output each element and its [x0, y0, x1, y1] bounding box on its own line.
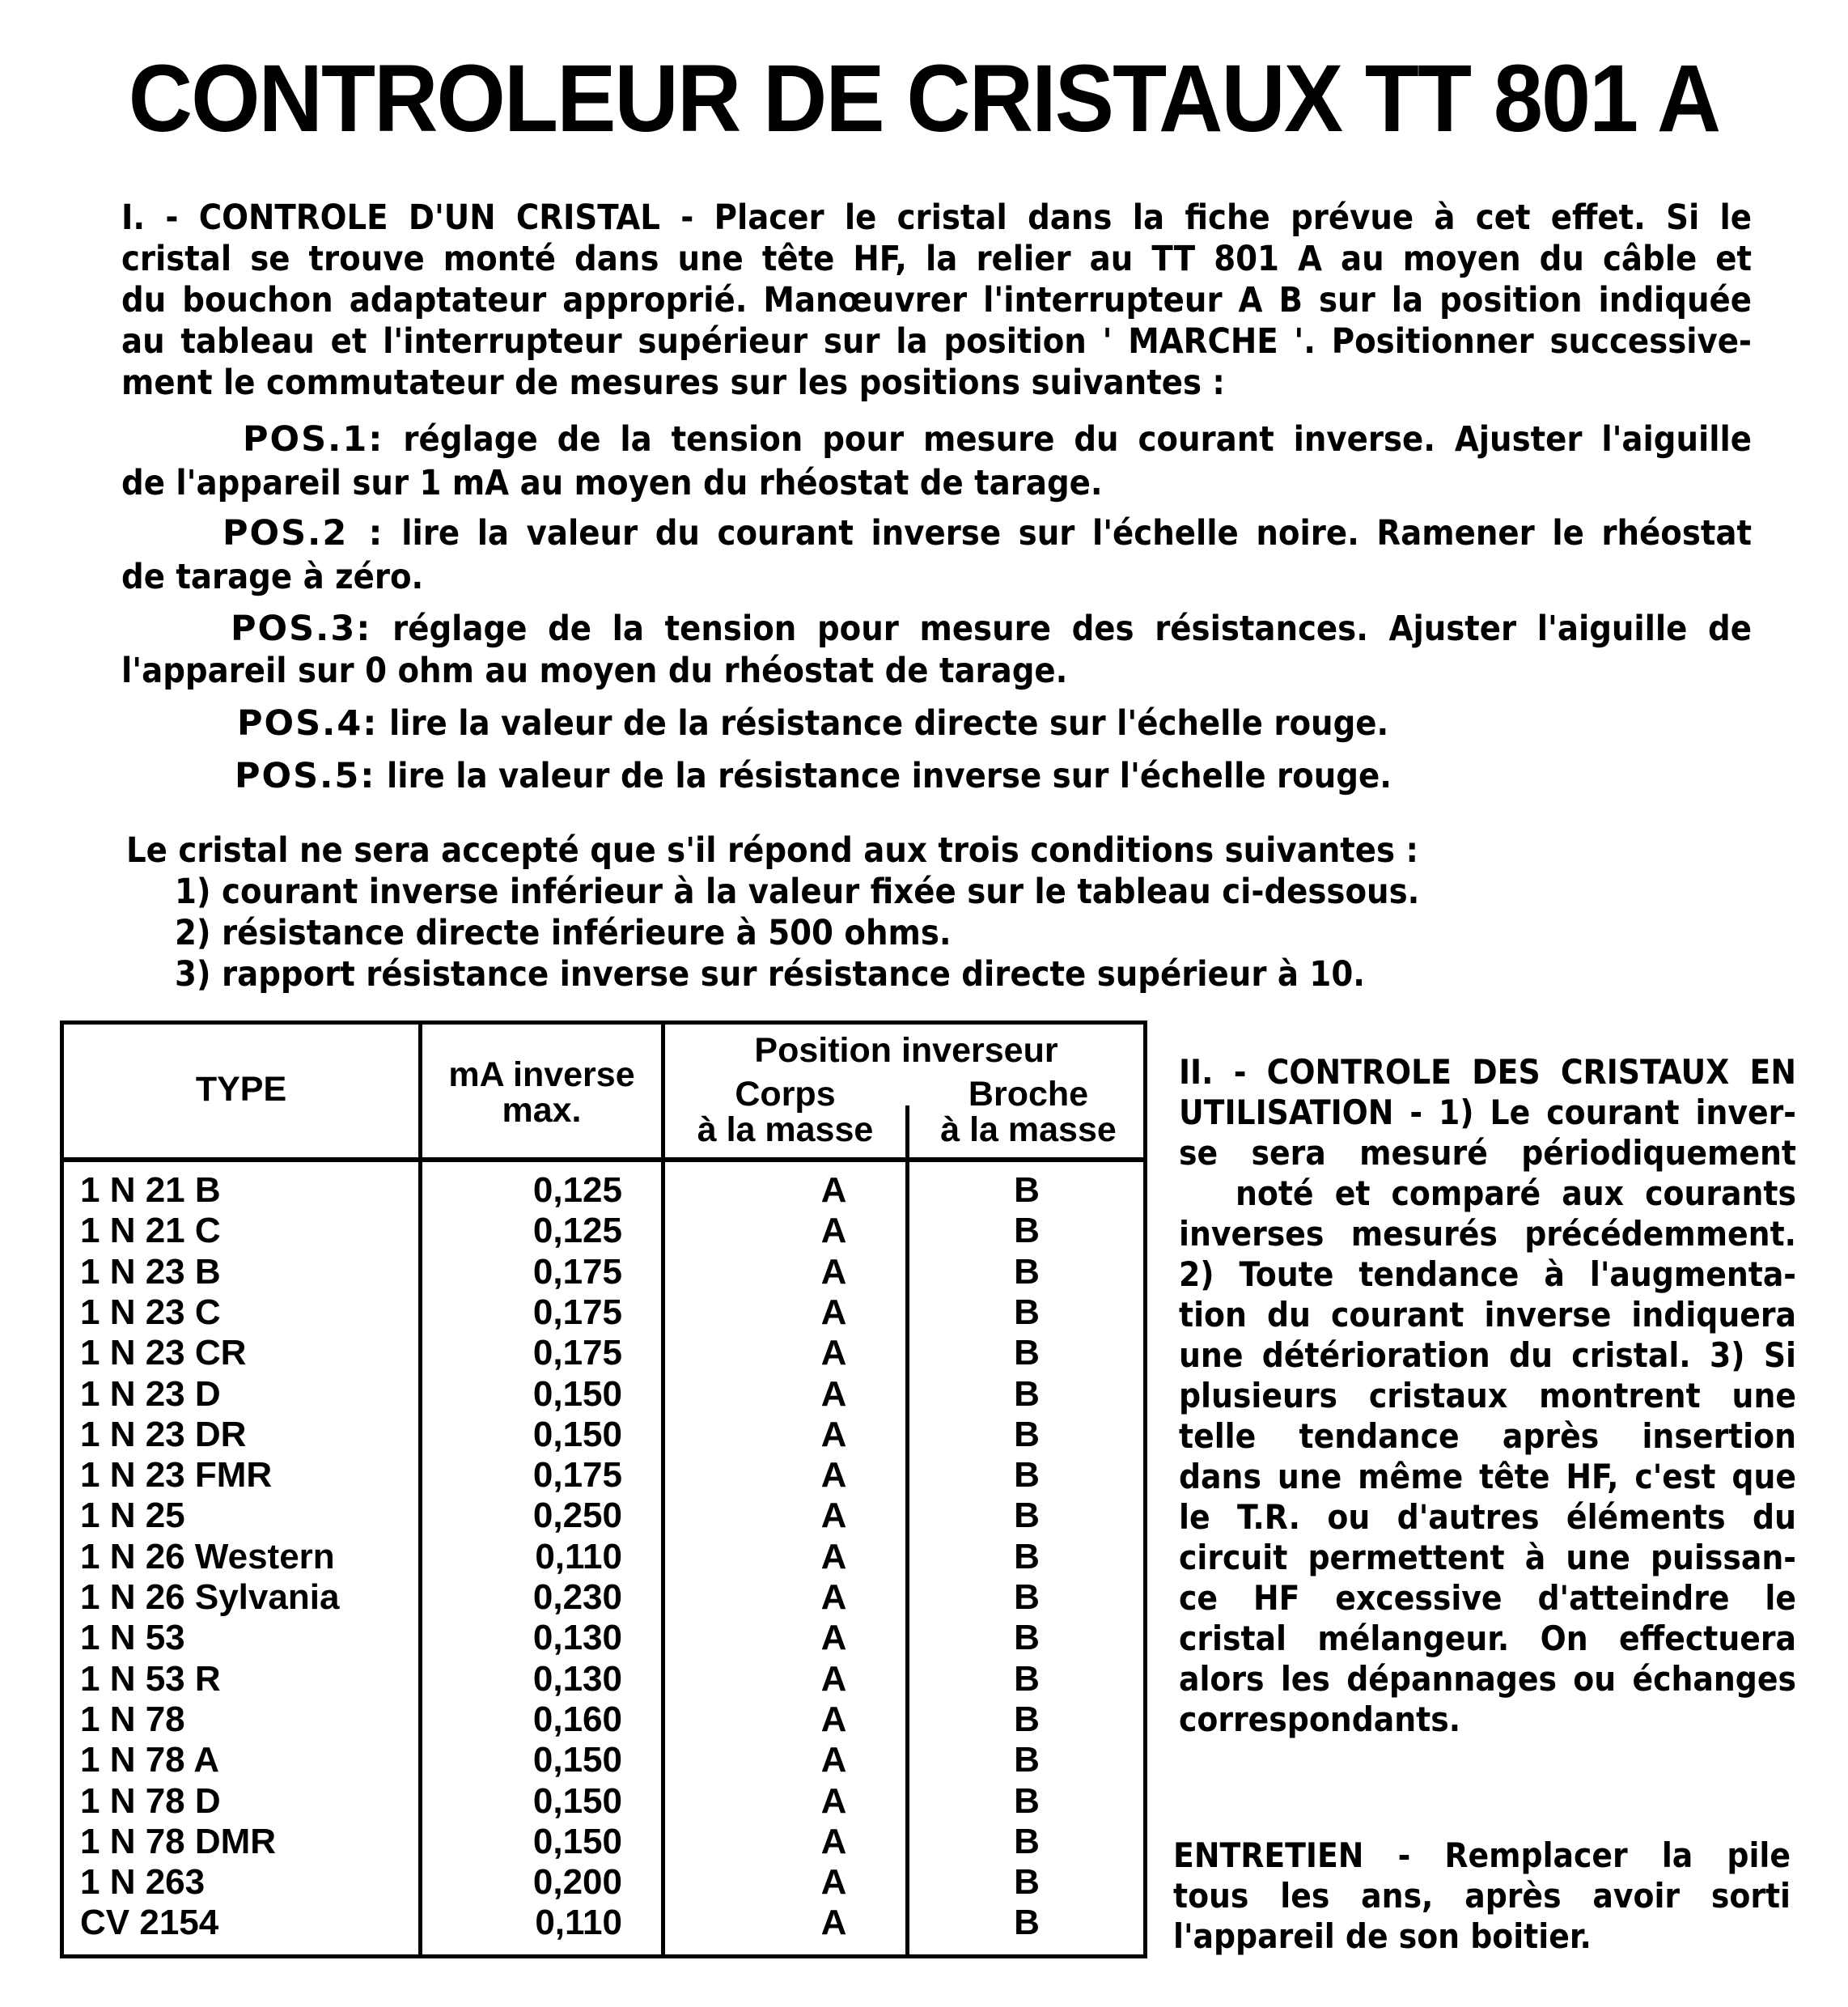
type-cell: 1 N 23 B	[80, 1251, 221, 1292]
corps-position-cell: A	[820, 1414, 847, 1454]
section-2-line: le T.R. ou d'autres éléments du	[1179, 1497, 1796, 1537]
header-divider	[64, 1157, 1143, 1162]
type-cell: 1 N 25	[80, 1496, 185, 1536]
ma-inverse-cell: 0,175	[532, 1251, 622, 1292]
corps-position-cell: A	[820, 1862, 847, 1903]
ma-inverse-cell: 0,250	[532, 1496, 622, 1536]
corps-position-cell: A	[820, 1699, 847, 1739]
table-row	[64, 1211, 1143, 1251]
broche-position-cell: B	[1014, 1211, 1040, 1251]
table-row	[64, 1374, 1143, 1415]
broche-position-cell: B	[1014, 1821, 1040, 1861]
section-1-line: ment le commutateur de mesures sur les positions suivantes :	[121, 363, 1225, 403]
table-row	[64, 1903, 1143, 1943]
ma-inverse-cell: 0,175	[532, 1455, 622, 1496]
section-1-line: cristal se trouve monté dans une tête HF, la relier au TT 801 A au moyen du câble et	[121, 239, 1752, 279]
header-position-inverseur: Position inverseur	[754, 1031, 1058, 1070]
section-2-line: noté et comparé aux courants	[1236, 1173, 1796, 1213]
maintenance-line: tous les ans, après avoir sorti	[1173, 1876, 1791, 1916]
ma-inverse-cell: 0,125	[532, 1170, 622, 1210]
header-type: TYPE	[195, 1070, 287, 1109]
corps-position-cell: A	[820, 1496, 847, 1536]
ma-inverse-cell: 0,150	[532, 1821, 622, 1861]
header-corps-line1: Corps	[735, 1075, 836, 1114]
ma-inverse-cell: 0,150	[532, 1414, 622, 1454]
type-cell: 1 N 23 CR	[80, 1333, 247, 1373]
type-cell: CV 2154	[80, 1903, 219, 1943]
ma-inverse-cell: 0,110	[535, 1903, 622, 1943]
ma-inverse-cell: 0,110	[535, 1536, 622, 1576]
ma-inverse-cell: 0,160	[532, 1699, 622, 1739]
position-text: lire la valeur de la résistance inverse sur l'échelle rouge.	[386, 756, 1392, 796]
corps-position-cell: A	[820, 1455, 847, 1496]
ma-inverse-cell: 0,125	[532, 1211, 622, 1251]
header-broche-line2: à la masse	[940, 1110, 1117, 1149]
position-label: POS.3:	[231, 609, 372, 649]
broche-position-cell: B	[1014, 1577, 1040, 1617]
corps-position-cell: A	[820, 1211, 847, 1251]
section-2-line: alors les dépannages ou échanges	[1179, 1659, 1796, 1699]
corps-position-cell: A	[820, 1333, 847, 1373]
condition-item: 3) rapport résistance inverse sur résistance directe supérieur à 10.	[175, 954, 1365, 995]
broche-position-cell: B	[1014, 1414, 1040, 1454]
position-1	[243, 419, 1752, 460]
header-corps-line2: à la masse	[697, 1110, 874, 1149]
type-cell: 1 N 23 C	[80, 1292, 221, 1332]
broche-position-cell: B	[1014, 1699, 1040, 1739]
corps-position-cell: A	[820, 1577, 847, 1617]
table-row	[64, 1618, 1143, 1658]
broche-position-cell: B	[1014, 1292, 1040, 1332]
section-1-line: du bouchon adaptateur approprié. Manœuvrer l'interrupteur A B sur la position indiquée	[121, 280, 1752, 320]
ma-inverse-cell: 0,150	[532, 1780, 622, 1821]
condition-item: 2) résistance directe inférieure à 500 ohms.	[175, 913, 952, 953]
header-ma-line2: max.	[502, 1091, 582, 1130]
type-cell: 1 N 26 Sylvania	[80, 1577, 340, 1617]
position-label: POS.4:	[237, 703, 379, 744]
broche-position-cell: B	[1014, 1170, 1040, 1210]
ma-inverse-cell: 0,150	[532, 1740, 622, 1780]
broche-position-cell: B	[1014, 1618, 1040, 1658]
table-row	[64, 1455, 1143, 1496]
section-2-line: tion du courant inverse indiquera	[1179, 1295, 1796, 1334]
broche-position-cell: B	[1014, 1536, 1040, 1576]
type-cell: 1 N 53 R	[80, 1658, 221, 1699]
section-2-line: circuit permettent à une puissan-	[1179, 1538, 1796, 1577]
position-3	[231, 609, 1752, 650]
broche-position-cell: B	[1014, 1740, 1040, 1780]
header-ma-inverse	[422, 1057, 661, 1128]
header-broche-line1: Broche	[968, 1075, 1089, 1114]
corps-position-cell: A	[820, 1821, 847, 1861]
header-broche	[909, 1076, 1147, 1148]
table-row	[64, 1415, 1143, 1455]
corps-position-cell: A	[820, 1170, 847, 1210]
section-2-line: ce HF excessive d'atteindre le	[1179, 1578, 1796, 1618]
corps-position-cell: A	[820, 1251, 847, 1292]
corps-position-cell: A	[820, 1903, 847, 1943]
position-text: réglage de la tension pour mesure des résistances. Ajuster l'aiguille de	[392, 609, 1752, 649]
type-cell: 1 N 263	[80, 1862, 206, 1903]
table-row	[64, 1170, 1143, 1211]
position-1-continued: de l'appareil sur 1 mA au moyen du rhéostat de tarage.	[121, 463, 1103, 503]
position-2	[223, 513, 1752, 554]
ma-inverse-cell: 0,130	[532, 1658, 622, 1699]
header-corps	[665, 1076, 905, 1148]
table-row	[64, 1577, 1143, 1618]
condition-item: 1) courant inverse inférieur à la valeur fixée sur le tableau ci-dessous.	[175, 872, 1420, 912]
broche-position-cell: B	[1014, 1496, 1040, 1536]
ma-inverse-cell: 0,230	[532, 1577, 622, 1617]
corps-position-cell: A	[820, 1618, 847, 1658]
type-cell: 1 N 78	[80, 1699, 185, 1739]
broche-position-cell: B	[1014, 1251, 1040, 1292]
broche-position-cell: B	[1014, 1455, 1040, 1496]
position-5	[235, 756, 1392, 797]
broche-position-cell: B	[1014, 1333, 1040, 1373]
table-row	[64, 1537, 1143, 1577]
crystal-table	[60, 1020, 1147, 1958]
table-row	[64, 1292, 1143, 1333]
type-cell: 1 N 23 FMR	[80, 1455, 273, 1496]
position-2-continued: de tarage à zéro.	[121, 557, 424, 597]
corps-position-cell: A	[820, 1740, 847, 1780]
position-text: réglage de la tension pour mesure du courant inverse. Ajuster l'aiguille	[403, 419, 1752, 460]
broche-position-cell: B	[1014, 1373, 1040, 1414]
broche-position-cell: B	[1014, 1903, 1040, 1943]
ma-inverse-cell: 0,130	[532, 1618, 622, 1658]
position-text: lire la valeur de la résistance directe sur l'échelle rouge.	[388, 703, 1389, 744]
type-cell: 1 N 21 C	[80, 1211, 221, 1251]
corps-position-cell: A	[820, 1536, 847, 1576]
section-1-line: I. - CONTROLE D'UN CRISTAL - Placer le cristal dans la fiche prévue à cet effet. Si le	[121, 197, 1752, 238]
table-row	[64, 1496, 1143, 1536]
section-2-line: plusieurs cristaux montrent une	[1179, 1376, 1796, 1415]
type-cell: 1 N 23 D	[80, 1373, 221, 1414]
ma-inverse-cell: 0,200	[532, 1862, 622, 1903]
type-cell: 1 N 21 B	[80, 1170, 221, 1210]
position-3-continued: l'appareil sur 0 ohm au moyen du rhéostat de tarage.	[121, 651, 1068, 691]
section-2-line: correspondants.	[1179, 1699, 1461, 1739]
broche-position-cell: B	[1014, 1658, 1040, 1699]
section-1-line: au tableau et l'interrupteur supérieur sur la position ' MARCHE '. Positionner successive-	[121, 321, 1752, 362]
section-2-line: II. - CONTROLE DES CRISTAUX EN	[1179, 1052, 1796, 1092]
position-label: POS.2 :	[223, 513, 384, 554]
table-row	[64, 1333, 1143, 1373]
section-2-line: se sera mesuré périodiquement	[1179, 1133, 1796, 1173]
table-row	[64, 1252, 1143, 1292]
section-2-line: cristal mélangeur. On effectuera	[1179, 1619, 1796, 1658]
ma-inverse-cell: 0,175	[532, 1333, 622, 1373]
conditions-intro: Le cristal ne sera accepté que s'il répond aux trois conditions suivantes :	[126, 830, 1419, 871]
section-2-line: inverses mesurés précédemment.	[1179, 1214, 1796, 1254]
corps-position-cell: A	[820, 1780, 847, 1821]
type-cell: 1 N 23 DR	[80, 1414, 247, 1454]
maintenance-line: ENTRETIEN - Remplacer la pile	[1173, 1835, 1791, 1875]
corps-position-cell: A	[820, 1292, 847, 1332]
section-2-line: une détérioration du cristal. 3) Si	[1179, 1335, 1796, 1375]
table-row	[64, 1659, 1143, 1699]
section-2-line: 2) Toute tendance à l'augmenta-	[1179, 1254, 1796, 1294]
type-cell: 1 N 78 DMR	[80, 1821, 277, 1861]
type-cell: 1 N 78 A	[80, 1740, 220, 1780]
type-cell: 1 N 78 D	[80, 1780, 221, 1821]
position-4	[237, 703, 1388, 745]
section-1-intro	[121, 197, 1752, 404]
type-cell: 1 N 26 Western	[80, 1536, 335, 1576]
table-row	[64, 1862, 1143, 1903]
table-row	[64, 1740, 1143, 1780]
broche-position-cell: B	[1014, 1862, 1040, 1903]
type-cell: 1 N 53	[80, 1618, 185, 1658]
corps-position-cell: A	[820, 1658, 847, 1699]
section-2	[1179, 1052, 1796, 1740]
acceptance-conditions	[126, 830, 1419, 995]
table-row	[64, 1699, 1143, 1740]
header-ma-line1: mA inverse	[448, 1055, 635, 1094]
broche-position-cell: B	[1014, 1780, 1040, 1821]
ma-inverse-cell: 0,175	[532, 1292, 622, 1332]
maintenance-line: l'appareil de son boitier.	[1173, 1916, 1592, 1956]
position-label: POS.1:	[243, 419, 384, 460]
position-text: lire la valeur du courant inverse sur l'échelle noire. Ramener le rhéostat	[401, 513, 1753, 554]
table-row	[64, 1822, 1143, 1862]
section-2-line: dans une même tête HF, c'est que	[1179, 1457, 1796, 1496]
page-title: CONTROLEUR DE CRISTAUX TT 801 A	[128, 45, 1720, 152]
position-label: POS.5:	[235, 756, 376, 796]
section-2-line: telle tendance après insertion	[1179, 1416, 1796, 1456]
table-row	[64, 1781, 1143, 1822]
corps-position-cell: A	[820, 1373, 847, 1414]
ma-inverse-cell: 0,150	[532, 1373, 622, 1414]
section-2-line: UTILISATION - 1) Le courant inver-	[1179, 1093, 1796, 1132]
maintenance-note	[1173, 1835, 1791, 1957]
